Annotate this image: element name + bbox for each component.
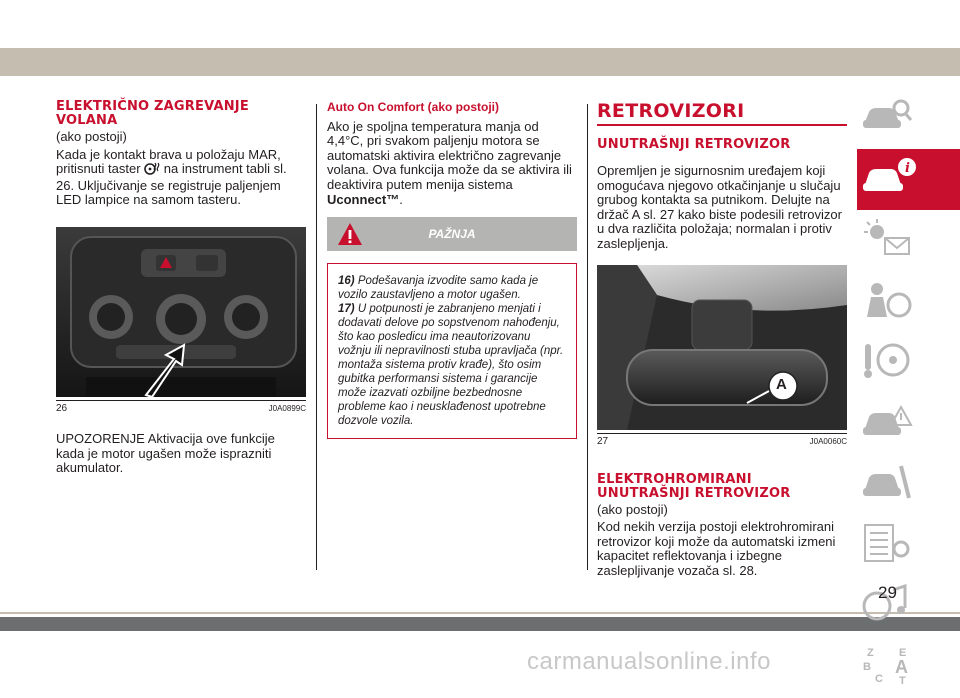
heading-interior-mirror: UNUTRAŠNJI RETROVIZOR (597, 137, 791, 152)
index-letter-a: A (895, 656, 908, 677)
warning-lights-icon (861, 218, 913, 263)
warning-header (327, 217, 577, 251)
paragraph-activation-part-a: Kada je kontakt brava u položaju MAR, pritisnuti taster (56, 146, 281, 177)
figure-27-caption (597, 433, 847, 447)
index-letter-t: T (899, 674, 906, 687)
svg-text:i: i (905, 161, 910, 176)
car-service-icon (861, 462, 913, 507)
bottom-band (0, 617, 960, 631)
specs-list-icon (861, 523, 913, 568)
car-info-icon (861, 157, 917, 202)
chapter-tab-8[interactable] (857, 515, 960, 576)
alphabet-index-icon (861, 647, 917, 689)
paragraph-interior-mirror: Opremljen je sigurnosnim uređajem koji omogućava njegovo otkačinjanje u slučaju grubog kontakta sa putnikom. Delujte na držač A sl. 27 kako biste podesili retrovizor u dva različita položaja; normalan i protiv zaslepljenja. (597, 163, 842, 251)
column-auto-on-comfort (327, 100, 577, 439)
safety-icon (861, 279, 913, 324)
column-heated-steering (56, 100, 306, 476)
warning-triangle-icon (337, 222, 363, 249)
paragraph-period: . (399, 191, 403, 207)
chapter-tab-7[interactable] (857, 454, 960, 515)
index-letter-z: Z (867, 646, 874, 659)
chapter-tab-1[interactable] (857, 88, 960, 149)
figure-26-photo (56, 227, 306, 397)
page-number: 29 (878, 583, 897, 602)
paragraph-auto-on (327, 120, 577, 208)
heading-line-2: VOLANA (56, 113, 118, 128)
chapter-sidebar (857, 88, 960, 698)
bottom-divider (0, 612, 960, 614)
figure-26-caption (56, 400, 306, 414)
section-title: RETROVIZORI (597, 100, 745, 122)
section-title-rule (597, 124, 847, 126)
column-divider-1 (316, 104, 317, 570)
index-letter-b: B (863, 660, 871, 673)
warning-box (327, 263, 577, 439)
availability-note-electrochromic: (ako postoji) (597, 501, 668, 517)
paragraph-auto-on-text: Ako je spoljna temperatura manja od 4,4°C, pri svakom paljenju motora se automatski aktivira električno zagrevanje volana. Ova funkcija može da se aktivira ili deaktivira putem menija sistema (327, 118, 572, 192)
chapter-tab-10[interactable] (857, 637, 960, 698)
watermark: carmanualsonline.info (527, 648, 771, 675)
heading-heated-steering (56, 100, 306, 128)
chapter-tab-2-active[interactable] (857, 149, 960, 210)
availability-note: (ako postoji) (56, 129, 127, 144)
heading-electrochromic-line-1: ELEKTROHROMIRANI (597, 471, 752, 487)
figure-26-number: 26 (56, 402, 68, 414)
warning-title: PAŽNJA (428, 227, 476, 242)
column-mirrors (597, 100, 847, 579)
steering-key-icon (861, 340, 913, 385)
subheading-auto-on-comfort: Auto On Comfort (ako postoji) (327, 100, 499, 114)
warning-item-16-text: Podešavanja izvodite samo kada je vozilo zaustavljeno a motor ugašen. (338, 275, 539, 302)
car-emergency-icon (861, 401, 913, 446)
paragraph-electrochromic: Kod nekih verzija postoji elektrohromirani retrovizor koji može da automatski izmeni kapacitet reflektovanja i izbegne zaslepljivanje vozača sl. 28. (597, 519, 836, 578)
warning-item-17-text: U potpunosti je zabranjeno menjati i dodavati delove po sopstvenom nahođenju, što kao posledicu ima neautorizovanu vožnju ili nepravilnosti stuba upravljača (npr. montaža sistema protiv krađe), što osim gubitka performansi sistema i garancije može izazvati ozbiljne bezbednosne probleme kao i neusklađenost upotrebne dozvole vozila. (338, 303, 564, 428)
figure-27-photo (597, 265, 847, 430)
figure-27-code: J0A0060C (809, 436, 847, 446)
heated-steering-icon (144, 162, 160, 179)
chapter-tab-9[interactable] (857, 576, 960, 637)
warning-item-16-number: 16) (338, 275, 355, 288)
car-search-icon (861, 96, 913, 141)
figure-26-code: J0A0899C (268, 403, 306, 413)
paragraph-battery-warning: UPOZORENJE Aktivacija ove funkcije kada je motor ugašen može isprazniti akumulator. (56, 430, 275, 476)
figure-27-label-a: A (776, 375, 787, 393)
top-band (0, 48, 960, 76)
figure-27-number: 27 (597, 435, 609, 447)
warning-item-17-number: 17) (338, 303, 355, 316)
warning-item-17 (338, 302, 566, 428)
chapter-tab-4[interactable] (857, 271, 960, 332)
heading-electrochromic-mirror (597, 473, 847, 501)
index-letter-c: C (875, 672, 883, 685)
chapter-tab-3[interactable] (857, 210, 960, 271)
warning-item-16 (338, 274, 566, 302)
brand-uconnect: Uconnect™ (327, 191, 400, 207)
column-divider-2 (587, 104, 588, 570)
chapter-tab-6[interactable] (857, 393, 960, 454)
paragraph-activation-part-b: na instrument tabli sl. 26. Uključivanje se registruje paljenjem LED lampice na samom tasteru. (56, 161, 287, 208)
heading-line-1: ELEKTRIČNO ZAGREVANJE (56, 99, 249, 114)
heading-electrochromic-line-2: UNUTRAŠNJI RETROVIZOR (597, 485, 791, 501)
paragraph-activation (56, 148, 306, 208)
index-letter-e: E (899, 646, 907, 659)
chapter-tab-5[interactable] (857, 332, 960, 393)
